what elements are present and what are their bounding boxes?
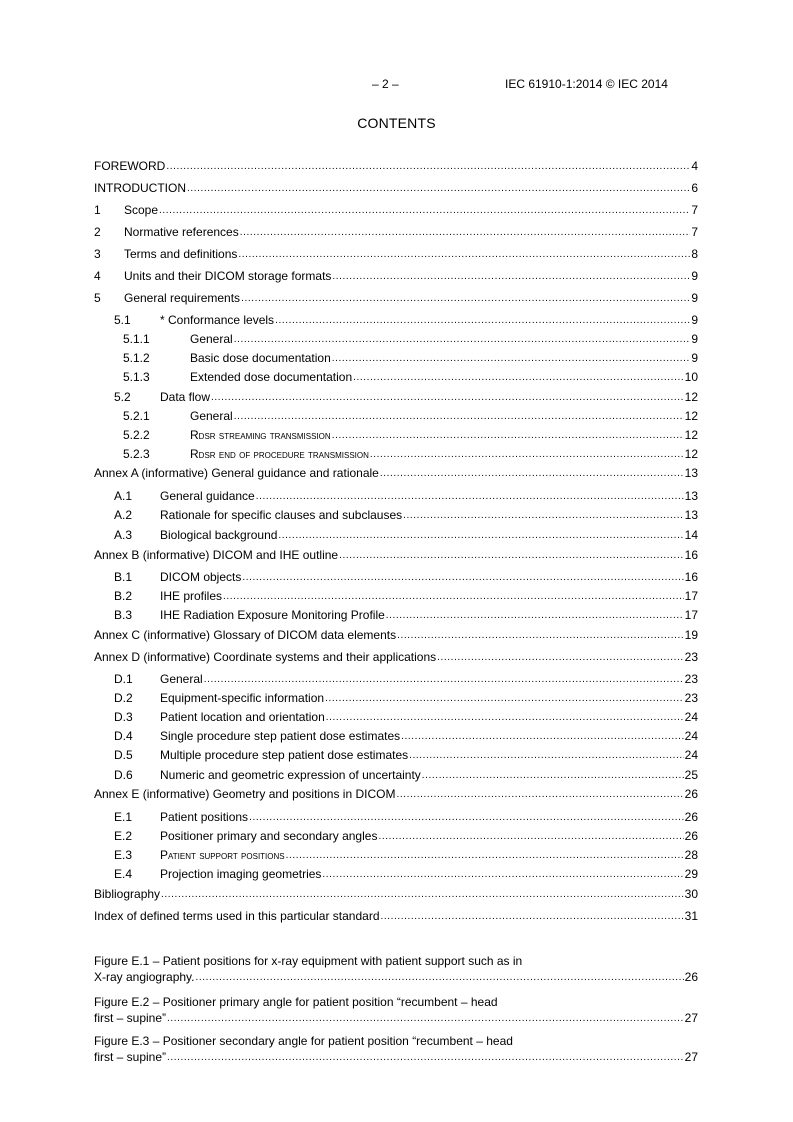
contents-title: CONTENTS: [357, 115, 436, 131]
dot-leader: [278, 529, 683, 543]
toc-entry-title: General: [190, 332, 233, 346]
toc-entry-title: Patient positions: [160, 810, 249, 824]
toc-entry-title: Numeric and geometric expression of uncertainty: [160, 768, 421, 782]
dot-leader: [339, 549, 684, 563]
dot-leader: [211, 391, 684, 405]
toc-entry-title: General: [190, 409, 233, 423]
dot-leader: [234, 410, 684, 424]
toc-entry-page: 16: [684, 570, 698, 584]
toc-entry-title: Data flow: [160, 390, 211, 404]
toc-entry[interactable]: [94, 465, 698, 481]
dot-leader: [286, 849, 684, 863]
toc-entry-page: 8: [691, 247, 698, 261]
toc-entry[interactable]: [94, 224, 698, 240]
toc-entry-page: 17: [684, 589, 698, 603]
toc-entry-page: 24: [684, 710, 698, 724]
toc-entry-page: 26: [684, 810, 698, 824]
toc-entry-title: Biological background: [160, 528, 278, 542]
toc-entry-page: 30: [684, 887, 698, 901]
toc-entry-number: 5.2.3: [123, 447, 150, 461]
toc-entry-title: Basic dose documentation: [190, 351, 331, 365]
toc-entry-number: 5.1.1: [123, 332, 150, 346]
toc-entry[interactable]: [94, 350, 698, 366]
toc-entry-page: 26: [684, 787, 698, 801]
toc-entry-number: B.2: [114, 589, 133, 603]
toc-entry[interactable]: [94, 728, 698, 744]
toc-entry[interactable]: [94, 866, 698, 882]
toc-entry-number: D.4: [114, 729, 133, 743]
dot-leader: [167, 1012, 684, 1026]
toc-entry-page: 23: [684, 691, 698, 705]
toc-entry-page: 13: [684, 508, 698, 522]
toc-entry[interactable]: [94, 671, 698, 687]
dot-leader: [204, 673, 684, 687]
toc-entry-title: Annex D (informative) Coordinate systems and their applications: [94, 650, 437, 664]
toc-entry-title: Annex B (informative) DICOM and IHE outline: [94, 548, 339, 562]
toc-entry[interactable]: [94, 828, 698, 844]
toc-entry[interactable]: [94, 809, 698, 825]
dot-leader: [437, 651, 683, 665]
toc-entry-number: 3: [94, 247, 101, 261]
dot-leader: [396, 788, 683, 802]
toc-entry-title: Rdsr streaming transmission: [190, 428, 331, 442]
toc-entry-number: E.3: [114, 848, 133, 862]
dot-leader: [386, 609, 684, 623]
toc-entry-page: 24: [684, 729, 698, 743]
figure-caption-continuation: X-ray angiography.: [94, 970, 195, 984]
toc-entry-page: 10: [684, 370, 698, 384]
toc-entry[interactable]: [94, 527, 698, 543]
toc-entry[interactable]: [94, 331, 698, 347]
dot-leader: [240, 226, 691, 240]
toc-entry-page: 9: [691, 291, 698, 305]
toc-entry-number: E.2: [114, 829, 133, 843]
toc-entry[interactable]: [94, 886, 698, 902]
figure-caption-line: Figure E.1 – Patient positions for x-ray equipment with patient support such as in: [94, 954, 523, 968]
toc-entry-title: Annex C (informative) Glossary of DICOM data elements: [94, 628, 397, 642]
dot-leader: [409, 749, 684, 763]
toc-entry-page: 23: [684, 672, 698, 686]
toc-entry-number: 5.2: [114, 390, 131, 404]
toc-entry[interactable]: [94, 427, 698, 443]
toc-entry[interactable]: [94, 747, 698, 763]
toc-entry-number: 5.1.3: [123, 370, 150, 384]
toc-entry-page: 16: [684, 548, 698, 562]
figure-page: 26: [684, 970, 698, 984]
toc-entry-title: Positioner primary and secondary angles: [160, 829, 378, 843]
page-number: – 2 –: [372, 77, 399, 91]
toc-entry-page: 7: [691, 203, 698, 217]
toc-entry[interactable]: [94, 488, 698, 504]
toc-entry-title: Equipment-specific information: [160, 691, 325, 705]
toc-entry-page: 23: [684, 650, 698, 664]
toc-entry-title: Rationale for specific clauses and subclauses: [160, 508, 403, 522]
toc-entry[interactable]: [94, 507, 698, 523]
dot-leader: [238, 248, 690, 262]
toc-entry-title: General: [160, 672, 203, 686]
toc-entry[interactable]: [94, 786, 698, 802]
toc-entry-number: D.2: [114, 691, 133, 705]
toc-entry-number: E.1: [114, 810, 133, 824]
toc-entry-number: 5.1.2: [123, 351, 150, 365]
dot-leader: [275, 314, 690, 328]
toc-entry-title: Patient support positions: [160, 848, 285, 862]
toc-entry-title: Patient location and orientation: [160, 710, 325, 724]
toc-entry-number: 2: [94, 225, 101, 239]
toc-entry[interactable]: [94, 369, 698, 385]
toc-entry-title: Index of defined terms used in this particular standard: [94, 909, 380, 923]
dot-leader: [241, 292, 690, 306]
dot-leader: [159, 204, 690, 218]
toc-entry-page: 9: [691, 313, 698, 327]
toc-entry-page: 29: [684, 867, 698, 881]
dot-leader: [422, 769, 684, 783]
figure-caption-continuation: first – supine”: [94, 1050, 167, 1064]
dot-leader: [187, 182, 690, 196]
toc-entry-page: 7: [691, 225, 698, 239]
dot-leader: [370, 448, 684, 462]
figure-entry[interactable]: [94, 953, 698, 985]
dot-leader: [242, 571, 683, 585]
toc-entry-title: Multiple procedure step patient dose estimates: [160, 748, 409, 762]
toc-entry-title: Single procedure step patient dose estimates: [160, 729, 401, 743]
toc-entry[interactable]: [94, 312, 698, 328]
dot-leader: [353, 371, 684, 385]
toc-entry-page: 9: [691, 269, 698, 283]
toc-entry-number: 5.2.1: [123, 409, 150, 423]
toc-entry-page: 28: [684, 848, 698, 862]
toc-entry-title: IHE profiles: [160, 589, 223, 603]
toc-entry-number: A.3: [114, 528, 133, 542]
dot-leader: [167, 1051, 684, 1065]
toc-entry[interactable]: [94, 389, 698, 405]
toc-entry-title: Bibliography: [94, 887, 161, 901]
toc-entry-title: IHE Radiation Exposure Monitoring Profile: [160, 608, 385, 622]
toc-entry[interactable]: [94, 690, 698, 706]
toc-entry-number: D.6: [114, 768, 133, 782]
toc-entry[interactable]: [94, 649, 698, 665]
toc-entry-page: 6: [691, 181, 698, 195]
dot-leader: [378, 830, 683, 844]
dot-leader: [332, 270, 690, 284]
toc-entry[interactable]: [94, 767, 698, 783]
toc-entry[interactable]: [94, 446, 698, 462]
toc-entry[interactable]: [94, 569, 698, 585]
dot-leader: [196, 971, 684, 985]
toc-entry-page: 13: [684, 489, 698, 503]
dot-leader: [381, 910, 684, 924]
dot-leader: [403, 509, 684, 523]
toc-entry[interactable]: [94, 908, 698, 924]
toc-entry-number: 4: [94, 269, 101, 283]
toc-entry-number: B.1: [114, 570, 133, 584]
dot-leader: [325, 692, 684, 706]
toc-entry-title: INTRODUCTION: [94, 181, 186, 195]
dot-leader: [223, 590, 684, 604]
toc-entry-page: 12: [684, 428, 698, 442]
toc-entry[interactable]: [94, 268, 698, 284]
toc-entry-page: 14: [684, 528, 698, 542]
toc-entry-number: A.2: [114, 508, 133, 522]
toc-entry-page: 25: [684, 768, 698, 782]
dot-leader: [166, 160, 690, 174]
toc-entry-page: 9: [691, 351, 698, 365]
toc-entry-title: Units and their DICOM storage formats: [124, 269, 332, 283]
dot-leader: [234, 333, 691, 347]
figure-caption-line: Figure E.3 – Positioner secondary angle for patient position “recumbent – head: [94, 1034, 513, 1048]
toc-entry-page: 26: [684, 829, 698, 843]
standard-reference: IEC 61910-1:2014 © IEC 2014: [505, 77, 668, 91]
toc-entry-title: * Conformance levels: [160, 313, 275, 327]
toc-entry-page: 31: [684, 909, 698, 923]
dot-leader: [397, 629, 684, 643]
toc-entry-title: Projection imaging geometries: [160, 867, 322, 881]
toc-entry-number: E.4: [114, 867, 133, 881]
toc-entry[interactable]: [94, 290, 698, 306]
toc-entry-title: Annex A (informative) General guidance and rationale: [94, 466, 379, 480]
toc-entry[interactable]: [94, 547, 698, 563]
toc-entry-page: 12: [684, 409, 698, 423]
toc-entry-number: D.5: [114, 748, 133, 762]
dot-leader: [332, 352, 691, 366]
toc-entry-title: FOREWORD: [94, 159, 166, 173]
toc-entry-page: 4: [691, 159, 698, 173]
toc-entry-title: Terms and definitions: [124, 247, 238, 261]
toc-entry-number: B.3: [114, 608, 133, 622]
toc-entry-page: 12: [684, 447, 698, 461]
toc-entry[interactable]: [94, 847, 698, 863]
toc-entry-title: Normative references: [124, 225, 239, 239]
toc-entry-title: Rdsr end of procedure transmission: [190, 447, 369, 461]
toc-entry-title: Annex E (informative) Geometry and positions in DICOM: [94, 787, 396, 801]
figure-page: 27: [684, 1011, 698, 1025]
dot-leader: [380, 467, 684, 481]
toc-entry[interactable]: [94, 709, 698, 725]
figure-caption-line: Figure E.2 – Positioner primary angle for patient position “recumbent – head: [94, 995, 498, 1009]
toc-entry-title: Scope: [124, 203, 159, 217]
toc-entry[interactable]: [94, 158, 698, 174]
figure-entry[interactable]: [94, 994, 698, 1026]
toc-entry[interactable]: [94, 180, 698, 196]
toc-entry-number: D.1: [114, 672, 133, 686]
toc-entry[interactable]: [94, 588, 698, 604]
toc-entry-page: 13: [684, 466, 698, 480]
toc-entry-number: 5: [94, 291, 101, 305]
toc-entry-page: 24: [684, 748, 698, 762]
toc-entry[interactable]: [94, 607, 698, 623]
toc-entry[interactable]: [94, 627, 698, 643]
toc-entry-number: D.3: [114, 710, 133, 724]
dot-leader: [161, 888, 684, 902]
dot-leader: [256, 490, 684, 504]
toc-entry-number: 5.1: [114, 313, 131, 327]
toc-entry-page: 12: [684, 390, 698, 404]
toc-entry-title: Extended dose documentation: [190, 370, 353, 384]
toc-entry-number: A.1: [114, 489, 133, 503]
dot-leader: [332, 429, 684, 443]
toc-entry-page: 17: [684, 608, 698, 622]
toc-entry-page: 9: [691, 332, 698, 346]
toc-entry-title: General guidance: [160, 489, 255, 503]
dot-leader: [326, 711, 684, 725]
toc-entry[interactable]: [94, 202, 698, 218]
toc-entry-title: General requirements: [124, 291, 241, 305]
figure-entry[interactable]: [94, 1033, 698, 1065]
figure-caption-continuation: first – supine”: [94, 1011, 167, 1025]
dot-leader: [249, 811, 684, 825]
toc-entry-number: 5.2.2: [123, 428, 150, 442]
dot-leader: [401, 730, 683, 744]
figure-page: 27: [684, 1050, 698, 1064]
toc-entry-page: 19: [684, 628, 698, 642]
toc-entry[interactable]: [94, 246, 698, 262]
dot-leader: [322, 868, 683, 882]
toc-entry-title: DICOM objects: [160, 570, 242, 584]
toc-entry-number: 1: [94, 203, 101, 217]
toc-entry[interactable]: [94, 408, 698, 424]
